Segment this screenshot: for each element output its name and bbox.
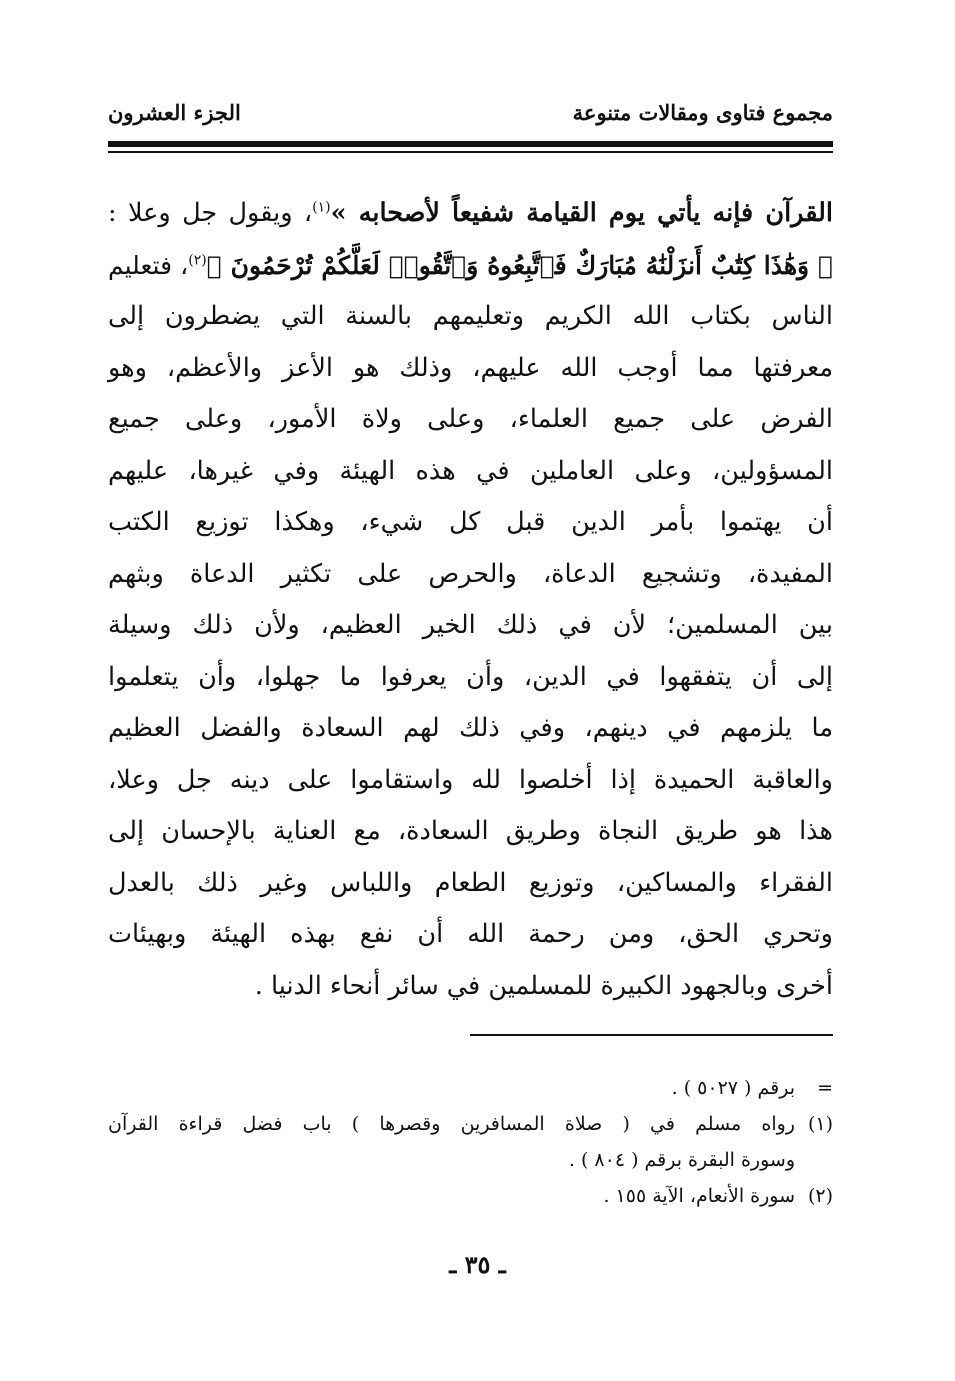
footnotes (108, 1070, 833, 1214)
footnote-text: وسورة البقرة برقم ( ٨٠٤ ) . (568, 1149, 795, 1171)
footnote-text: رواه مسلم في ( صلاة المسافرين وقصرها ) باب فضل قراءة القرآن (108, 1113, 795, 1135)
text-line-1 (108, 188, 833, 240)
text-line-2 (108, 240, 833, 292)
text-line-6: المسؤولين، وعلى العاملين في هذه الهيئة وفي غيرها، عليهم (108, 455, 833, 486)
footnote-ref-1: (١) (312, 199, 331, 216)
text-line-10: إلى أن يتفقهوا في الدين، وأن يعرفوا ما جهلوا، وأن يتعلموا (108, 661, 833, 692)
text-line-16: أخرى وبالجهود الكبيرة للمسلمين في سائر أنحاء الدنيا . (254, 970, 833, 1001)
header-rule-thin (108, 151, 833, 153)
footnote-2 (108, 1178, 833, 1214)
footnote-1-continuation (108, 1142, 833, 1178)
header-rule-thick (108, 141, 833, 147)
text-line-13: هذا هو طريق النجاة وطريق السعادة، مع العناية بالإحسان إلى (108, 816, 833, 846)
footnote-ref-2: (٢) (188, 252, 207, 269)
text-line-4: معرفتها مما أوجب الله عليهم، وذلك هو الأعز والأعظم، وهو (108, 352, 833, 383)
book-title: مجموع فتاوى ومقالات متنوعة (572, 99, 833, 125)
text-segment: ، فتعليم (108, 250, 189, 280)
text-line-7: أن يهتموا بأمر الدين قبل كل شيء، وهكذا توزيع الكتب (108, 507, 833, 537)
text-segment: ، ويقول جل وعلا : (108, 198, 313, 228)
hadith-text: القرآن فإنه يأتي يوم القيامة شفيعاً لأصحابه » (330, 198, 833, 228)
quran-verse: ﴿ وَهَٰذَا كِتَٰبٌ أَنزَلْنَٰهُ مُبَارَكٌ فَٱتَّبِعُوهُ وَٱتَّقُوا۟ لَعَلَّكُمْ تُرْحَمُونَ ﴾ (206, 250, 833, 280)
footnote-mark: = (817, 1077, 833, 1099)
volume-title: الجزء العشرون (108, 99, 241, 125)
text-line-14: الفقراء والمساكين، وتوزيع الطعام واللباس وغير ذلك بالعدل (108, 867, 833, 898)
text-line-3: الناس بكتاب الله الكريم وتعليمهم بالسنة التي يضطرون إلى (108, 301, 833, 331)
footnote-text: سورة الأنعام، الآية ١٥٥ . (603, 1185, 795, 1207)
footnote-mark: (٢) (807, 1185, 833, 1207)
page-number: ـ ٣٥ ـ (449, 1250, 506, 1279)
footnote-mark: (١) (807, 1113, 833, 1135)
text-line-8: المفيدة، وتشجيع الدعاة، والحرص على تكثير الدعاة وبثهم (108, 558, 833, 589)
page-header (108, 92, 833, 132)
footnote-mark (795, 1142, 833, 1178)
text-line-11: ما يلزمهم في دينهم، وفي ذلك لهم السعادة والفضل العظيم (108, 713, 833, 743)
footnote-1 (108, 1106, 833, 1142)
text-line-15: وتحري الحق، ومن رحمة الله أن نفع بهذه الهيئة وبهيئات (108, 919, 833, 949)
footnote-continued (108, 1070, 833, 1106)
footnote-separator (470, 1034, 833, 1036)
text-line-9: بين المسلمين؛ لأن في ذلك الخير العظيم، ولأن ذلك وسيلة (108, 610, 833, 640)
main-text (108, 188, 833, 1012)
text-line-5: الفرض على جميع العلماء، وعلى ولاة الأمور، وعلى جميع (108, 404, 833, 434)
text-line-12: والعاقبة الحميدة إذا أخلصوا لله واستقاموا على دينه جل وعلا، (108, 764, 833, 795)
footnote-text: برقم ( ٥٠٢٧ ) . (671, 1077, 795, 1099)
